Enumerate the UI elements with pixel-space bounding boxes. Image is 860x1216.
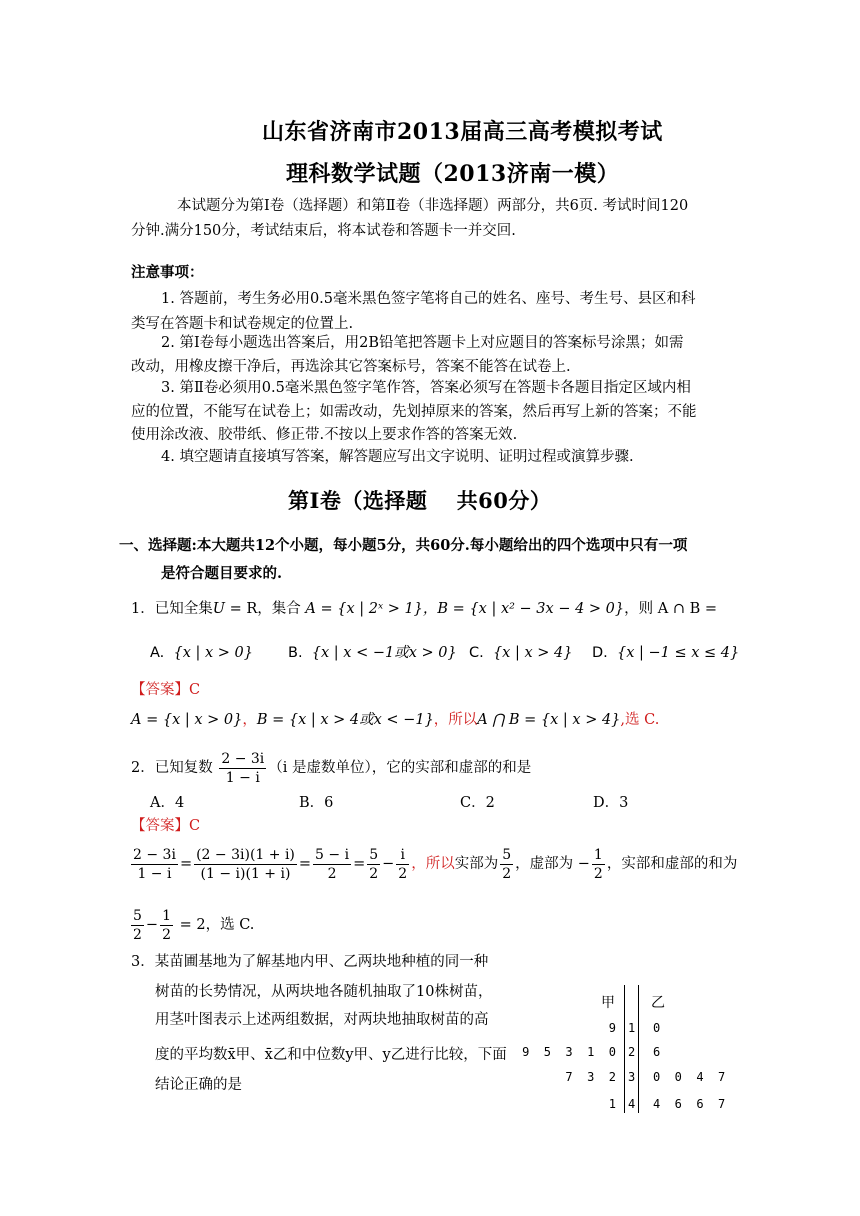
q3-line-4: 度的平均数x̄甲、x̄乙和中位数y甲、y乙进行比较，下面	[155, 1047, 507, 1063]
q2-frac-5	[396, 846, 409, 883]
q1-option-b-letter: B.	[288, 645, 303, 661]
notice-4-line-1: 4. 填空题请直接填写答案，解答题应写出文字说明、证明过程或演算步骤.	[161, 449, 634, 465]
q2-stem-fraction	[219, 750, 266, 787]
q1-option-c-letter: C.	[469, 645, 484, 661]
plot-row-1-stem: 1	[628, 1021, 636, 1035]
q2-frac-8-num: 5	[133, 907, 142, 924]
q2-option-b	[299, 790, 333, 817]
plot-row-4-right: 4 6 6 7	[653, 1097, 726, 1111]
plot-row-1-right: 0	[653, 1021, 661, 1035]
q1-option-b	[288, 640, 457, 667]
q2-frac-1-den: 1 − i	[137, 865, 172, 882]
q2-option-a-letter: A．	[150, 795, 175, 811]
q2-stem-frac-num: 2 − 3i	[221, 750, 265, 767]
part-heading-line-2: 是符合题目要求的.	[161, 565, 283, 582]
q1-option-a	[150, 640, 253, 667]
q2-stem-prefix: 2．已知复数	[131, 760, 213, 776]
q1-set-b: ，B = {x | x² − 3x − 4 > 0}	[422, 601, 625, 617]
q2-frac-4-num: 5	[369, 846, 379, 863]
q2-option-b-letter: B．	[299, 795, 325, 811]
q2-frac-9-den: 2	[162, 926, 171, 943]
plot-row-4-stem: 4	[628, 1097, 636, 1111]
q2-frac-7-den: 2	[593, 865, 603, 882]
q2-frac-2-num: (2 − 3i)(1 + i)	[196, 846, 295, 863]
q1-option-b-text: {x | x < −1或x > 0}	[311, 645, 457, 661]
q1-answer-value: C	[189, 682, 201, 698]
q2-option-c-letter: C．	[460, 795, 486, 811]
q2-stem-frac-den: 1 − i	[225, 769, 260, 786]
q2-frac-2-den: (1 − i)(1 + i)	[200, 865, 291, 882]
q2-sum-text: ，实部和虚部的和为	[606, 856, 738, 872]
q1-sol-end: ,选 C.	[620, 712, 660, 728]
q2-frac-5-num: i	[396, 846, 409, 865]
notice-2-line-2: 改动，用橡皮擦干净后，再选涂其它答案标号，答案不能答在试卷上.	[131, 359, 571, 375]
q2-frac-8	[131, 907, 144, 944]
section-title: 第Ⅰ卷（选择题 共60分）	[288, 488, 552, 513]
q2-frac-9	[160, 907, 173, 944]
q2-frac-4	[367, 846, 380, 883]
plot-row-3-stem: 3	[628, 1070, 636, 1084]
q2-frac-3-den: 2	[327, 865, 337, 882]
q2-frac-9-num: 1	[162, 907, 171, 924]
notice-3-line-1: 3. 第Ⅱ卷必须用0.5毫米黑色签字笔作答，答案必须写在答题卡各题目指定区域内相	[161, 380, 691, 396]
q2-option-d	[593, 790, 628, 817]
notice-2-line-1: 2. 第Ⅰ卷每小题选出答案后，用2B铅笔把答题卡上对应题目的答案标号涂黑；如需	[161, 335, 684, 351]
q1-sol-comma: ，	[242, 712, 257, 728]
q1-sol-a: A = {x | x > 0}	[131, 712, 243, 728]
q2-frac-6-num: 5	[502, 846, 512, 863]
notice-1-line-1: 1. 答题前，考生务必用0.5毫米黑色签字笔将自己的姓名、座号、考生号、县区和科	[161, 291, 696, 307]
page-title: 山东省济南市2013届高三高考模拟考试	[262, 119, 663, 145]
q1-sol-mid: ，所以	[433, 712, 478, 728]
q2-frac-7	[592, 846, 605, 883]
q2-option-d-text: 3	[619, 795, 629, 811]
page-subtitle: 理科数学试题（2013济南一模）	[286, 161, 620, 187]
q2-frac-4-den: 2	[369, 865, 379, 882]
notice-3-line-2: 应的位置，不能写在试卷上；如需改动，先划掉原来的答案，然后再写上新的答案；不能	[131, 404, 697, 420]
q2-imag-text: ，虚部为 −	[515, 856, 590, 872]
q2-frac-7-num: 1	[593, 846, 603, 863]
part-heading-line-1: 一、选择题:本大题共12个小题，每小题5分，共60分.每小题给出的四个选项中只有一项	[119, 537, 688, 554]
q1-stem-u: U	[212, 601, 225, 617]
q3-line-1: 3．某苗圃基地为了解基地内甲、乙两块地种植的同一种	[131, 954, 489, 970]
q3-line-2: 树苗的长势情况，从两块地各随机抽取了10株树苗，	[155, 984, 493, 1000]
q1-option-d	[592, 640, 739, 667]
q2-answer-label: 【答案】	[131, 818, 189, 834]
q2-answer-value: C	[189, 818, 201, 834]
q2-frac-5-den: 2	[398, 865, 408, 882]
notice-3-line-3: 使用涂改液、胶带纸、修正带.不按以上要求作答的答案无效.	[131, 427, 518, 443]
q2-solution-line-1: $\frac{2 - 3i}{1 - i}$ = $\frac{(2 - 3i)(1 + i)}{(1 - i)(1 + i)}$ = $\frac{5 - i}{2}$ = $\frac{5}{2}$ − $\frac{i}{2}$ ，所以实部为 $\frac{5}{2}$ ，虚部为 − $\frac{1}{2}$ ，实部和虚部的和为	[133, 846, 738, 882]
plot-row-3-left: 7 3 2	[565, 1070, 616, 1084]
q2-real-text: 实部为	[454, 856, 499, 872]
q2-frac-6	[500, 846, 513, 883]
plot-row-3-right: 0 0 4 7	[653, 1070, 726, 1084]
q1-option-a-letter: A.	[150, 645, 165, 661]
q2-frac-1-num: 2 − 3i	[133, 846, 176, 863]
q2-frac-2	[194, 846, 297, 883]
q3-line-5: 结论正确的是	[155, 1077, 242, 1093]
q2-option-c	[460, 790, 495, 817]
plot-row-2-left: 9 5 3 1 0	[522, 1045, 616, 1059]
q2-frac-3	[313, 846, 351, 883]
q2-stem-rest: （i 是虚数单位），它的实部和虚部的和是	[268, 760, 532, 776]
intro-line-2: 分钟.满分150分，考试结束后，将本试卷和答题卡一并交回.	[131, 223, 516, 239]
q2-option-c-text: 2	[485, 795, 495, 811]
plot-header-yi: 乙	[651, 995, 665, 1011]
plot-row-1-left: 9	[608, 1021, 616, 1035]
q2-answer	[131, 813, 200, 840]
q1-stem	[131, 596, 717, 623]
q1-option-d-letter: D.	[592, 645, 608, 661]
q2-option-d-letter: D．	[593, 795, 620, 811]
plot-row-4-left: 1	[608, 1097, 616, 1111]
q1-sol-b: B = {x | x > 4或x < −1}	[256, 712, 434, 728]
notice-heading: 注意事项：	[131, 264, 204, 281]
intro-line-1: 本试题分为第Ⅰ卷（选择题）和第Ⅱ卷（非选择题）两部分，共6页. 考试时间120	[177, 198, 689, 214]
q2-result: = 2，选 C.	[175, 917, 255, 933]
q2-frac-6-den: 2	[502, 865, 512, 882]
q1-option-c	[469, 640, 572, 667]
stem-divider-right	[638, 985, 639, 1113]
q2-option-a-text: 4	[174, 795, 185, 811]
q2-option-b-text: 6	[324, 795, 334, 811]
q2-frac-1	[131, 846, 178, 883]
q1-set-a: A = {x | 2ˣ > 1}	[305, 601, 423, 617]
q1-sol-c: A ⋂ B = {x | x > 4}	[477, 712, 621, 728]
plot-row-2-right: 6	[653, 1045, 661, 1059]
q1-stem-prefix: 1．已知全集	[131, 601, 213, 617]
q2-frac-3-num: 5 − i	[315, 846, 350, 863]
plot-row-2-stem: 2	[628, 1045, 636, 1059]
q1-answer	[131, 677, 200, 704]
q1-stem-eq: = R，集合	[224, 601, 306, 617]
q1-option-d-text: {x | −1 ≤ x ≤ 4}	[617, 645, 740, 661]
q1-answer-label: 【答案】	[131, 682, 189, 698]
q1-option-c-text: {x | x > 4}	[492, 645, 573, 661]
q3-line-3: 用茎叶图表示上述两组数据，对两块地抽取树苗的高	[155, 1012, 489, 1028]
q1-stem-end: ，则 A ∩ B =	[624, 601, 717, 617]
q2-stem	[131, 748, 531, 788]
q2-frac-8-den: 2	[133, 926, 142, 943]
q2-so-text: ，所以	[411, 856, 455, 872]
q1-option-a-text: {x | x > 0}	[173, 645, 254, 661]
q1-solution	[131, 707, 659, 734]
stem-leaf-plot	[510, 985, 740, 1115]
stem-divider-left	[624, 985, 625, 1113]
notice-1-line-2: 类写在答题卡和试卷规定的位置上.	[131, 316, 354, 332]
q2-solution-line-2: $\frac{5}{2}$ − $\frac{1}{2}$ = 2，选 C.	[133, 907, 255, 943]
plot-header-jia: 甲	[601, 995, 615, 1011]
